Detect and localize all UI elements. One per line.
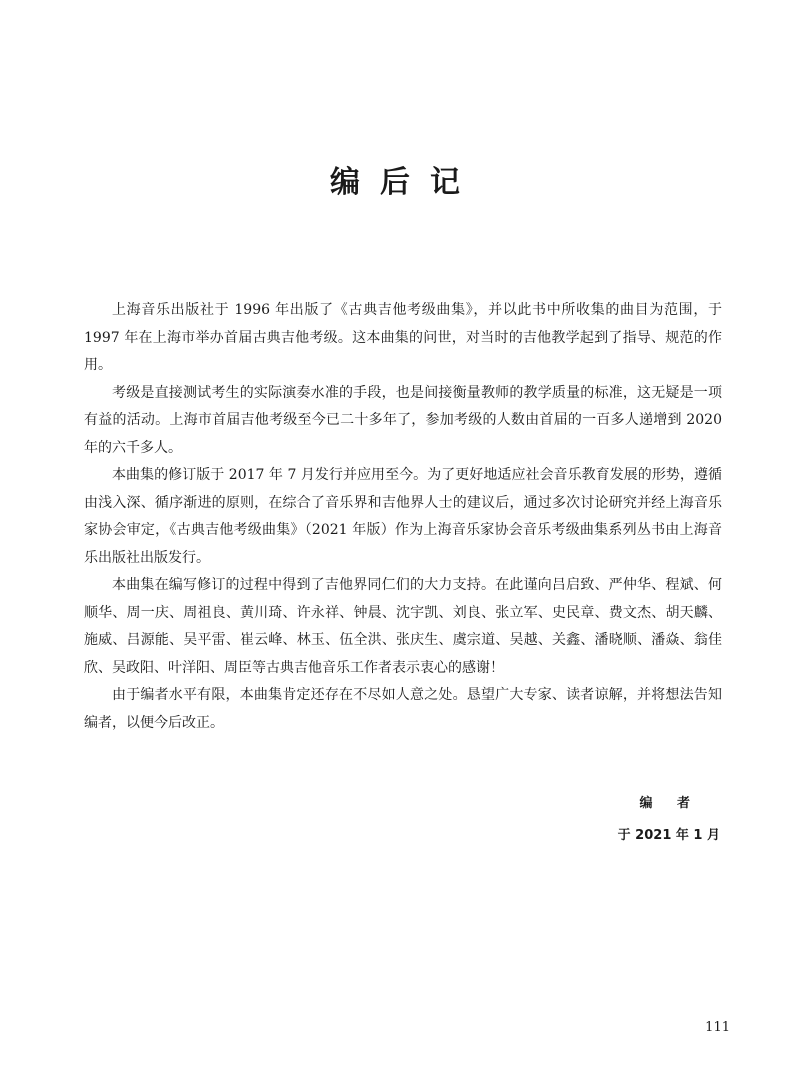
signature-name: 编 者: [639, 796, 700, 811]
page-title: 编后记: [330, 165, 480, 200]
paragraph-4: 本曲集在编写修订的过程中得到了吉他界同仁们的大力支持。在此谨向吕启致、严仲华、程斌、何顺华、周一庆、周祖良、黄川琦、许永祥、钟晨、沈宇凯、刘良、张立军、史民章、费文杰、胡天麟、施威、吕源能、吴平雷、崔云峰、林玉、伍全洪、张庆生、虞宗道、吴越、关鑫、潘晓顺、潘焱、翁佳欣、吴政阳、叶洋阳、周臣等古典吉他音乐工作者表示衷心的感谢！: [84, 577, 722, 676]
paragraph-2: 考级是直接测试考生的实际演奏水准的手段，也是间接衡量教师的教学质量的标准，这无疑是一项有益的活动。上海市首届吉他考级至今已二十多年了，参加考级的人数由首届的一百多人递增到 2020 年的六千多人。: [84, 384, 722, 456]
paragraph-5: 由于编者水平有限，本曲集肯定还存在不尽如人意之处。恳望广大专家、读者谅解，并将想法告知编者，以便今后改正。: [84, 687, 722, 731]
page-number: 111: [705, 1020, 730, 1035]
signature-block: [560, 794, 720, 846]
signature-date: 于 2021 年 1 月: [617, 828, 720, 843]
paragraph-3: 本曲集的修订版于 2017 年 7 月发行并应用至今。为了更好地适应社会音乐教育发展的形势，遵循由浅入深、循序渐进的原则，在综合了音乐界和吉他界人士的建议后，通过多次讨论研究并经上海音乐家协会审定，《古典吉他考级曲集》（2021 年版）作为上海音乐家协会音乐考级曲集系列丛书由上海音乐出版社出版发行。: [84, 467, 722, 566]
afterword-body: [84, 297, 722, 737]
paragraph-1: 上海音乐出版社于 1996 年出版了《古典吉他考级曲集》，并以此书中所收集的曲目为范围，于 1997 年在上海市举办首届古典吉他考级。这本曲集的问世，对当时的吉他教学起到了指导、规范的作用。: [84, 302, 722, 373]
